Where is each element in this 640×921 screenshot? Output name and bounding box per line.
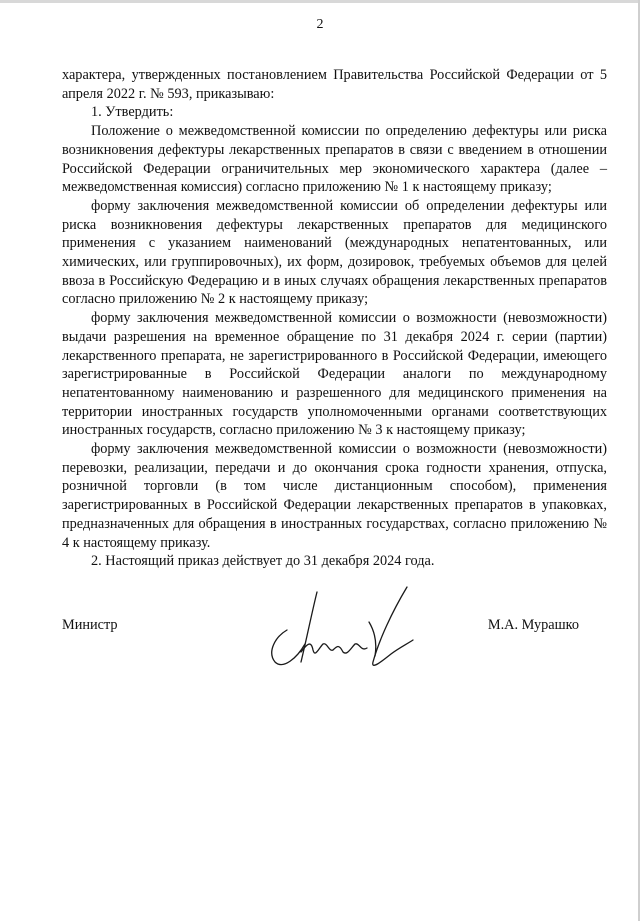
paragraph-item-2: 2. Настоящий приказ действует до 31 декабря 2024 года. (91, 553, 435, 570)
paragraph-form-appendix-3: форму заключения межведомственной комиссии о возможности (невозможности) выдачи разрешения на временное обращение по 31 декабря 2024 г. серии (партии) лекарственного препарата, не зарегистрированного в Российской Федерации, имеющего зарегистрированные в Российской Федерации аналоги по международному непатентованному наименованию и разрешенного для медицинского применения на территории иностранных государств уполномоченными органами соответствующих иностранных государств, согласно приложению № 3 к настоящему приказу; (62, 310, 607, 439)
paragraph-form-appendix-4: форму заключения межведомственной комиссии о возможности (невозможности) перевозки, реализации, передачи и до окончания срока годности хранения, отпуска, розничной торговли (в том числе дистанционным способом), применения зарегистрированных в Российской Федерации лекарственных препаратов в упаковках, предназначенных для обращения в иностранных государствах, согласно приложению № 4 к настоящему приказу. (62, 441, 607, 551)
paragraph-intro: характера, утвержденных постановлением Правительства Российской Федерации от 5 апреля 2022 г. № 593, приказываю: (62, 67, 607, 102)
paragraph-item-1: 1. Утвердить: (91, 104, 174, 121)
page-number: 2 (316, 17, 324, 32)
document-body (62, 66, 607, 571)
signatory-name: М.А. Мурашко (487, 617, 579, 633)
signatory-title: Министр (62, 617, 118, 633)
page-edge-top (0, 0, 640, 3)
paragraph-form-appendix-2: форму заключения межведомственной комиссии об определении дефектуры или риска возникновения дефектуры лекарственных препаратов для медицинского применения с указанием наименований (международных непатентованных, или химических, или группировочных), их форм, дозировок, требуемых объемов для целей ввоза в Российскую Федерацию и в иных случаях обращения лекарственных препаратов согласно приложению № 2 к настоящему приказу; (62, 197, 607, 308)
signature-block (62, 612, 607, 682)
handwritten-signature (257, 582, 422, 677)
paragraph-regulation: Положение о межведомственной комиссии по определению дефектуры или риска возникновения дефектуры лекарственных препаратов в связи с введением в отношении Российской Федерации ограничительных мер экономического характера (далее – межведомственная комиссия) согласно приложению № 1 к настоящему приказу; (62, 123, 607, 196)
